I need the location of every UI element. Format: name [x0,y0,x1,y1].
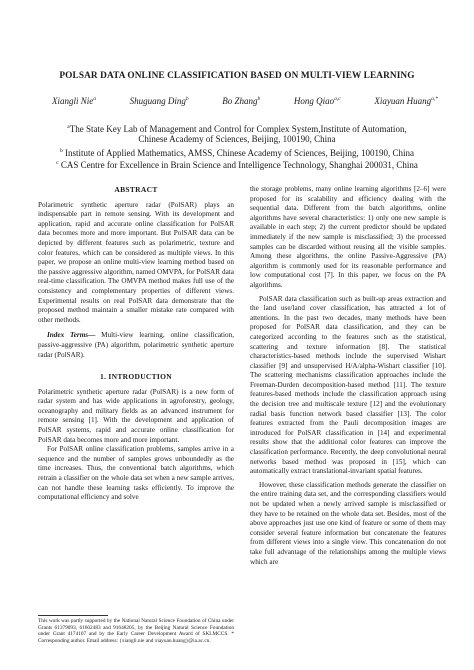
footnote-divider [38,615,108,616]
index-terms-label: Index Terms— [47,331,96,340]
left-column [38,185,234,503]
abstract-heading: ABSTRACT [114,185,158,194]
author: Shuguang Ding$^b$ [129,96,189,106]
paper-title: POLSAR DATA ONLINE CLASSIFICATION BASED ON MULTI-VIEW LEARNING [59,71,415,81]
right-column [250,185,446,567]
index-terms: Index Terms— Multi-view learning, online classification, passive-aggressive (PA) algorithm, polarimetric synthetic aperture radar (PolSAR). [38,331,234,359]
body-paragraph: the storage problems, many online learning algorithms [2–6] were proposed for its scalability and efficiency dealing with the sequential data. Different from the batch algorithms, online algorithms have several characteristics: 1) only one new sample is available in each step; 2) the current predictor should be updated immediately if the new sample is misclassified; 3) the processed samples can be discarded without reusing all the visible samples. Among these algorithms, the online Passive-Aggressive (PA) algorithm is commonly used for its reasonable performance and low computational cost [7]. In this paper, we focus on the PA algorithms. [250,185,446,289]
author: Xiayuan Huang$^{a,*}$ [374,96,438,106]
body-paragraph: However, these classification methods generate the classifier on the entire training data set, and the corresponding classifiers would not be updated when a newly arrived sample is misclassified or they have to be retained on the whole data set. Besides, most of the above approaches just use one kind of feature or some of them may consider several feature information but concatenate the features from different views into a single view. This concatenation do not take full advantage of the relationships among the multiple views which are [250,480,446,566]
abstract-text: Polarimetric synthetic aperture radar (PolSAR) plays an indispensable part in remote sensing. With its development and application, rapid and accurate online classification for PolSAR data becomes more and more important. But PolSAR data can be depicted by different features such as polarimetric, texture and color features, which can be considered as multiple views. In this paper, we propose an online multi-view learning method based on the passive aggressive algorithm, named OMVPA, for PolSAR data real-time classification. The OMVPA method makes full use of the consistency and complementary properties of different views. Experimental results on real PolSAR data demonstrate that the proposed method maintain a smaller mistake rate compared with other methods. [38,200,234,324]
affiliation: $^c$ CAS Centre for Excellence in Brain Science and Intelligence Technology, Shanghai 200031, China [56,160,418,170]
author: Xiangli Nie$^a$ [52,96,96,106]
affiliation: $^a$The State Key Lab of Management and Control for Complex System,Institute of Automation, [67,124,407,134]
footnote: This work was partly supported by the National Natural Science Foundation of China under Grants 61379093, 61602483 and 91648205, by the Beijing Natural Science Foundation under Grant 4174107 and by the Early Career Development Award of SKLMCCS. * Corresponding author. Email address: {xiangli.nie and xiayuan.huang}@ia.ac.cn. [38,618,234,644]
affiliation: $^b$ Institute of Applied Mathematics, AMSS, Chinese Academy of Sciences, Beijing, 100190, China [60,148,414,158]
author: Bo Zhang$^b$ [222,96,261,106]
author-list [52,96,438,106]
intro-paragraph: For PolSAR online classification problems, samples arrive in a sequence and the number of samples grows unboundedly as the time increases. Thus, the conventional batch algorithms, which retrain a classifier on the whole data set when a new sample arrives, can not handle these learning tasks efficiently. To improve the computational efficiency and solve [38,445,234,502]
author: Hong Qiao$^{a,c}$ [293,96,341,106]
affiliation: Chinese Academy of Sciences, Beijing, 100190, China [138,134,336,144]
body-paragraph: PolSAR data classification such as built-up areas extraction and the land use/land cover classification, has attracted a lot of attentions. In the past two decades, many methods have been proposed for PolSAR data classification, and they can be categorized according to the features such as the statistical, scattering and texture information [8]. The statistical characteristics-based methods include the supervised Wishart classifier [9] and unsupervised H/A/alpha-Wishart classifier [10]. The scattering mechanisms classification approaches include the Freeman-Durden decomposition-based method [11]. The texture features-based methods include the classification approach using the decision tree and multiscale texture [12] and the evolutionary radial basis function network based classifier [13]. The color features extracted from the Pauli decomposition images are introduced for PolSAR classification in [14] and experimental results show that the additional color features can improve the classification performance. Recently, the deep convolutional neural networks based method was proposed in [15], which can automatically extract translational-invariant spatial features. [250,294,446,476]
intro-paragraph: Polarimetric synthetic aperture radar (PolSAR) is a new form of radar system and has wide applications in agroforestry, geology, oceanography and military fields as an advanced instrument for remote sensing [1]. With the development and application of PolSAR systems, rapid and accurate online classification for PolSAR data becomes more and more important. [38,387,234,444]
introduction-heading: 1. INTRODUCTION [99,372,172,382]
